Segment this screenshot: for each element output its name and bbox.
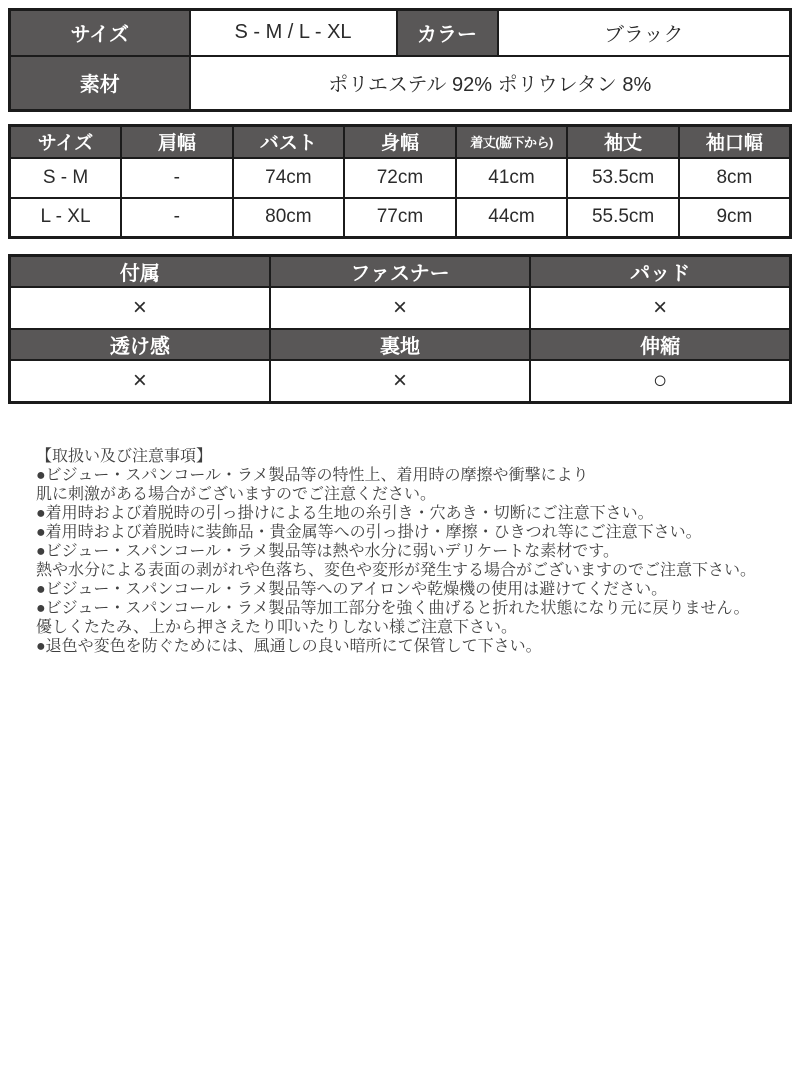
color-value-cell: ブラック [498,10,791,56]
col-header-size: サイズ [10,126,122,158]
cell-cuff-width: 8cm [679,158,791,198]
features-value-row-1 [10,287,791,329]
features-value-row-2 [10,360,791,402]
col-header-bust: バスト [233,126,345,158]
care-note-line: 肌に刺激がある場合がございますのでご注意ください。 [36,485,437,503]
cell-body-width: 72cm [344,158,456,198]
care-note-line: ●ビジュー・スパンコール・ラメ製品等は熱や水分に弱いデリケートな素材です。 [36,542,619,560]
value-stretch: ○ [530,360,790,402]
care-note-line: 優しくたたみ、上から押さえたり叩いたりしない様ご注意下さい。 [36,618,517,636]
measurements-header-row [10,126,791,158]
features-header-row-2 [10,329,791,360]
care-note-line: ●ビジュー・スパンコール・ラメ製品等へのアイロンや乾燥機の使用は避けてください。 [36,580,668,598]
value-lining: × [270,360,530,402]
care-note-line: ●退色や変色を防ぐためには、風通しの良い暗所にて保管して下さい。 [36,637,542,655]
spec-row-material [10,56,791,111]
header-lining: 裏地 [270,329,530,360]
header-sheerness: 透け感 [10,329,270,360]
cell-shoulder: - [121,198,233,238]
value-fastener: × [270,287,530,329]
table-row-lxl [10,198,791,238]
cell-bust: 80cm [233,198,345,238]
header-accessory: 付属 [10,256,270,288]
material-value-cell: ポリエステル 92% ポリウレタン 8% [190,56,791,111]
cell-length: 44cm [456,198,568,238]
color-header-cell: カラー [397,10,498,56]
care-note-line: ●ビジュー・スパンコール・ラメ製品等加工部分を強く曲げると折れた状態になり元に戻りません。 [36,599,750,617]
table-row-sm [10,158,791,198]
col-header-sleeve-length: 袖丈 [567,126,679,158]
header-fastener: ファスナー [270,256,530,288]
care-note-line: ●着用時および着脱時に装飾品・貴金属等への引っ掛け・摩擦・ひきつれ等にご注意下さい。 [36,523,702,541]
care-notes-title: 【取扱い及び注意事項】 [36,447,213,465]
cell-shoulder: - [121,158,233,198]
size-header-cell: サイズ [10,10,190,56]
cell-size: L - XL [10,198,122,238]
cell-length: 41cm [456,158,568,198]
features-table [8,254,792,404]
value-pad: × [530,287,790,329]
cell-cuff-width: 9cm [679,198,791,238]
col-header-body-width: 身幅 [344,126,456,158]
cell-body-width: 77cm [344,198,456,238]
spec-row-size-color [10,10,791,56]
features-header-row-1 [10,256,791,288]
cell-bust: 74cm [233,158,345,198]
material-header-cell: 素材 [10,56,190,111]
value-sheerness: × [10,360,270,402]
size-value-cell: S - M / L - XL [190,10,397,56]
care-note-line: ●ビジュー・スパンコール・ラメ製品等の特性上、着用時の摩擦や衝撃により [36,466,589,484]
care-notes-section [8,447,792,656]
care-note-line: 熱や水分による表面の剥がれや色落ち、変色や変形が発生する場合がございますのでご注意下さい。 [36,561,757,579]
measurements-table [8,124,792,239]
cell-sleeve-length: 53.5cm [567,158,679,198]
spec-table [8,8,792,112]
care-note-line: ●着用時および着脱時の引っ掛けによる生地の糸引き・穴あき・切断にご注意下さい。 [36,504,654,522]
cell-sleeve-length: 55.5cm [567,198,679,238]
col-header-length: 着丈(脇下から) [456,126,568,158]
header-pad: パッド [530,256,790,288]
header-stretch: 伸縮 [530,329,790,360]
cell-size: S - M [10,158,122,198]
col-header-shoulder: 肩幅 [121,126,233,158]
value-accessory: × [10,287,270,329]
col-header-cuff-width: 袖口幅 [679,126,791,158]
